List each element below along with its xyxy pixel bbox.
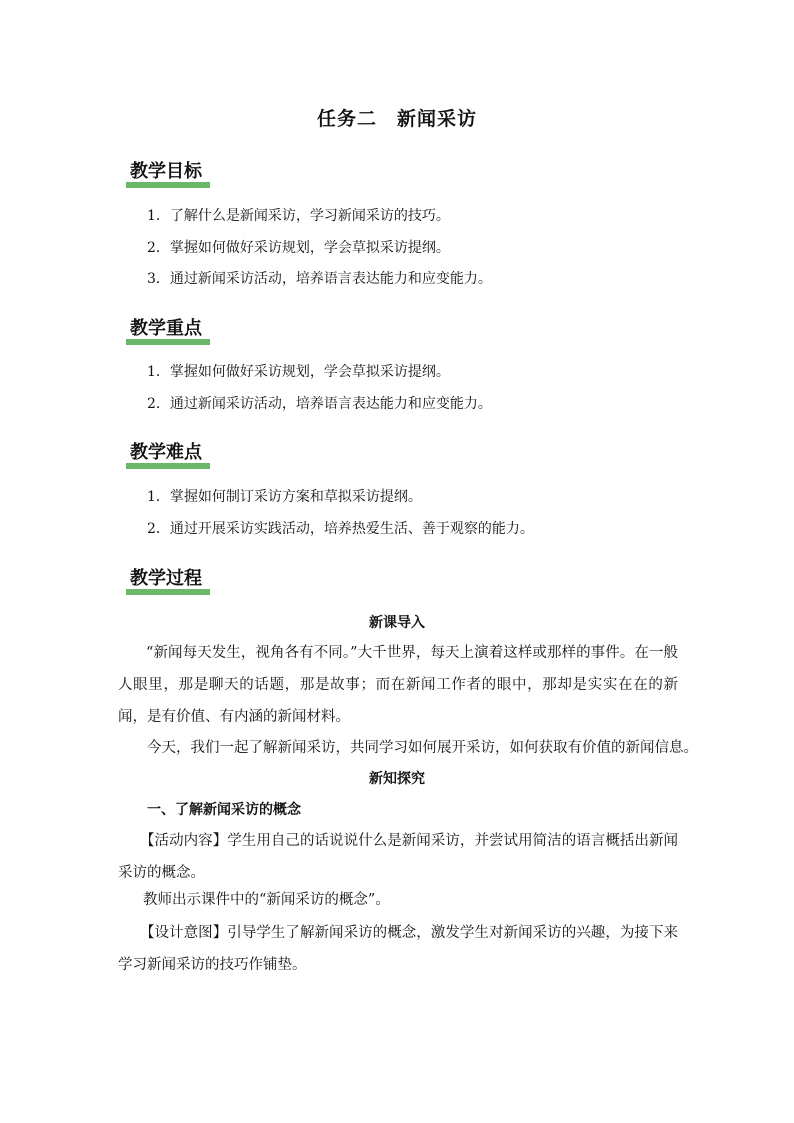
- page-title: 任务二 新闻采访: [316, 108, 477, 130]
- difficulty-item-1: 1．掌握如何制订采访方案和草拟采访提纲。: [147, 489, 422, 505]
- activity-label: 【活动内容】: [140, 833, 228, 849]
- design-label: 【设计意图】: [140, 925, 228, 941]
- key-point-item-2: 2．通过新闻采访活动，培养语言表达能力和应变能力。: [147, 396, 492, 412]
- section-heading-difficulties: 教学难点: [126, 441, 206, 465]
- teacher-text: 教师出示课件中的“新闻采访的概念”。: [143, 892, 390, 908]
- activity-text: 学生用自己的话说说什么是新闻采访，并尝试用简洁的语言概括出新闻采访的概念。: [118, 833, 678, 881]
- objective-item-3: 3．通过新闻采访活动，培养语言表达能力和应变能力。: [147, 271, 492, 287]
- heading-underline: [126, 589, 210, 595]
- heading-underline: [126, 182, 210, 188]
- section-heading-process: 教学过程: [126, 567, 206, 591]
- part1-title: 一、了解新闻采访的概念: [147, 802, 301, 818]
- activity-paragraph: [118, 825, 678, 889]
- difficulty-item-2: 2．通过开展采访实践活动，培养热爱生活、善于观察的能力。: [147, 521, 534, 537]
- objective-item-2: 2．掌握如何做好采访规划，学会草拟采访提纲。: [147, 240, 450, 256]
- section-heading-key-points: 教学重点: [126, 317, 206, 341]
- explore-title: 新知探究: [369, 771, 425, 787]
- objective-item-1: 1．了解什么是新闻采访，学习新闻采访的技巧。: [147, 208, 450, 224]
- section-heading-objectives: 教学目标: [126, 160, 206, 184]
- key-point-item-1: 1．掌握如何做好采访规划，学会草拟采访提纲。: [147, 364, 450, 380]
- intro-title: 新课导入: [369, 615, 425, 631]
- heading-underline: [126, 463, 210, 469]
- intro-paragraph: “新闻每天发生，视角各有不同。”大千世界，每天上演着这样或那样的事件。在一般人眼里，那是聊天的话题，那是故事；而在新闻工作者的眼中，那却是实实在在的新闻，是有价值、有内涵的新闻材料。: [118, 645, 678, 725]
- design-text: 引导学生了解新闻采访的概念，激发学生对新闻采访的兴趣，为接下来学习新闻采访的技巧作铺垫。: [118, 925, 678, 973]
- design-paragraph: [118, 917, 678, 981]
- heading-underline: [126, 339, 210, 345]
- intro-paragraph-2: 今天，我们一起了解新闻采访，共同学习如何展开采访，如何获取有价值的新闻信息。: [147, 740, 698, 756]
